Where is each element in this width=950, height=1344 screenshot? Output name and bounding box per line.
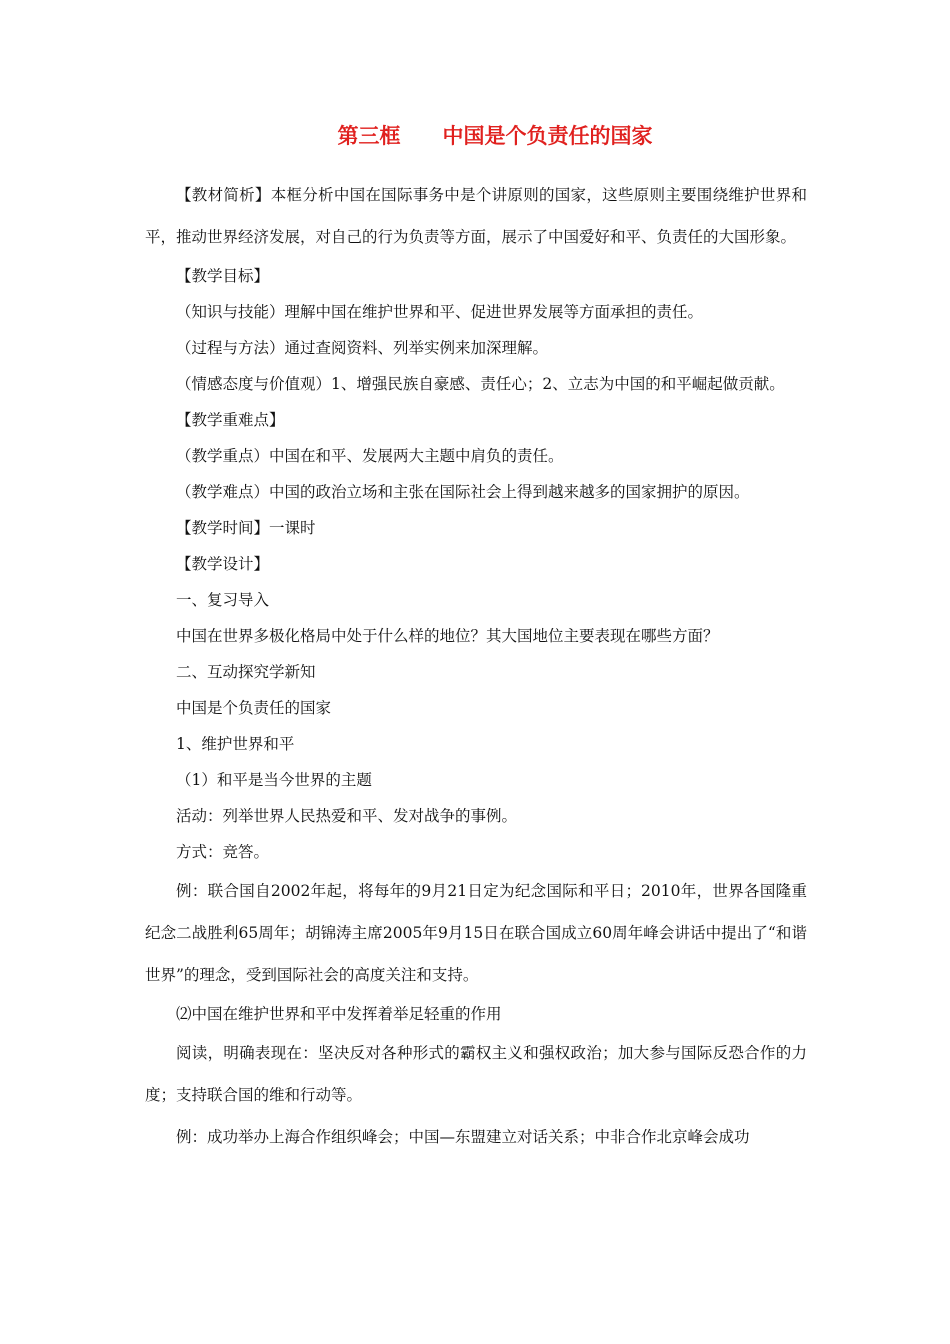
paragraph: 例：成功举办上海合作组织峰会；中国—东盟建立对话关系；中非合作北京峰会成功 <box>176 1128 750 1146</box>
paragraph: 【教学重难点】 <box>176 411 285 429</box>
paragraph: 中国是个负责任的国家 <box>176 699 332 717</box>
paragraph: 1、维护世界和平 <box>176 735 295 753</box>
paragraph: （1）和平是当今世界的主题 <box>176 771 372 789</box>
paragraph: （教学重点）中国在和平、发展两大主题中肩负的责任。 <box>176 447 564 465</box>
paragraph: （情感态度与价值观）1、增强民族自豪感、责任心；2、立志为中国的和平崛起做贡献。 <box>176 375 785 393</box>
paragraph: 活动：列举世界人民热爱和平、发对战争的事例。 <box>176 807 518 825</box>
paragraph: 例：联合国自2002年起，将每年的9月21日定为纪念国际和平日；2010年，世界各国隆重纪念二战胜利65周年；胡锦涛主席2005年9月15日在联合国成立60周年峰会讲话中提出了“和谐世界”的理念，受到国际社会的高度关注和支持。 <box>145 882 807 984</box>
document-body <box>145 174 807 1158</box>
page-title: 第三框 中国是个负责任的国家 <box>337 124 653 148</box>
paragraph: 【教学目标】 <box>176 267 270 285</box>
paragraph: 一、复习导入 <box>176 591 270 609</box>
paragraph: （过程与方法）通过查阅资料、列举实例来加深理解。 <box>176 339 549 357</box>
paragraph: 中国在世界多极化格局中处于什么样的地位？其大国地位主要表现在哪些方面？ <box>176 627 719 645</box>
paragraph: ⑵中国在维护世界和平中发挥着举足轻重的作用 <box>176 1005 502 1023</box>
paragraph: （知识与技能）理解中国在维护世界和平、促进世界发展等方面承担的责任。 <box>176 303 704 321</box>
paragraph: 【教材简析】本框分析中国在国际事务中是个讲原则的国家，这些原则主要围绕维护世界和平，推动世界经济发展，对自己的行为负责等方面，展示了中国爱好和平、负责任的大国形象。 <box>145 186 807 246</box>
paragraph: 阅读，明确表现在：坚决反对各种形式的霸权主义和强权政治；加大参与国际反恐合作的力度；支持联合国的维和行动等。 <box>145 1044 807 1104</box>
paragraph: 方式：竞答。 <box>176 843 270 861</box>
paragraph: 【教学时间】一课时 <box>176 519 316 537</box>
paragraph: （教学难点）中国的政治立场和主张在国际社会上得到越来越多的国家拥护的原因。 <box>176 483 750 501</box>
paragraph: 二、互动探究学新知 <box>176 663 316 681</box>
paragraph: 【教学设计】 <box>176 555 270 573</box>
